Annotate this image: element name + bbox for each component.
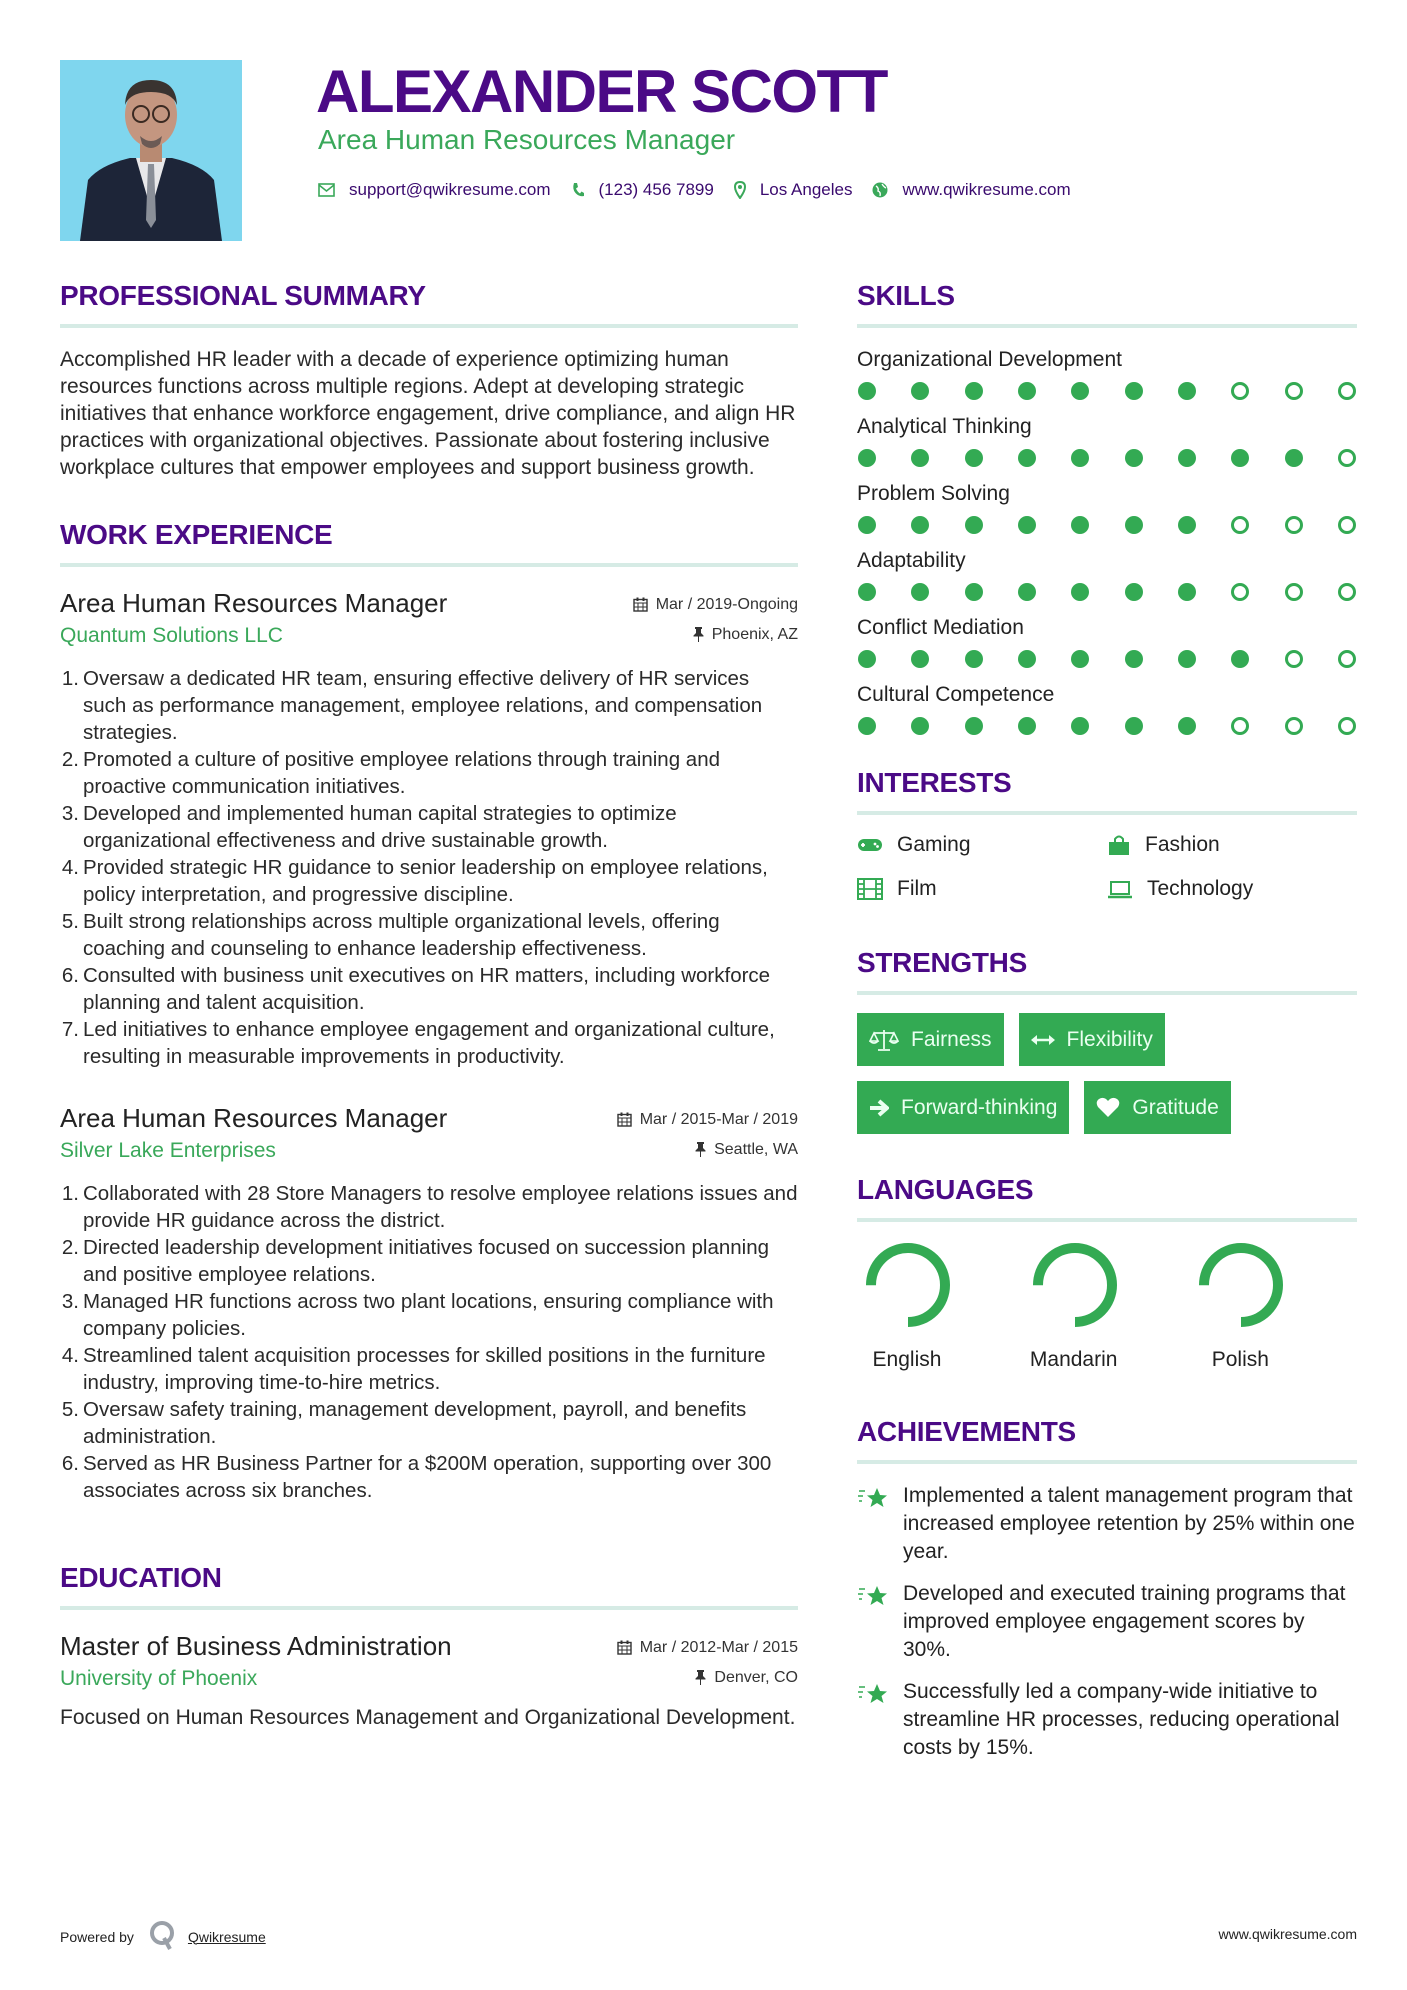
language-progress-ring [1196,1240,1286,1330]
pushpin-icon [695,1670,706,1685]
contact-location [734,180,853,200]
empty-dot-icon [1338,583,1356,601]
footer-powered-by: Powered by Qwikresume [60,1920,266,1953]
filled-dot-icon [858,516,876,534]
bullet-item: 2. Promoted a culture of positive employee relations through training and proactive communication initiatives. [61,748,721,798]
film-icon [857,878,883,900]
filled-dot-icon [1018,650,1036,668]
gamepad-icon [857,837,883,853]
job-location: Seattle, WA [695,1141,798,1159]
candidate-title: Area Human Resources Manager [318,124,736,155]
filled-dot-icon [1071,650,1089,668]
filled-dot-icon [1125,583,1143,601]
company-name: Quantum Solutions LLC [60,624,283,647]
job-bullets [60,1180,798,1504]
filled-dot-icon [1178,583,1196,601]
filled-dot-icon [1285,449,1303,467]
skill-name: Problem Solving [857,482,1010,505]
interest-item: Technology [1107,877,1357,901]
empty-dot-icon [1285,583,1303,601]
interests-section [857,763,1357,901]
section-divider [857,1460,1357,1464]
filled-dot-icon [1125,650,1143,668]
empty-dot-icon [1231,382,1249,400]
bullet-item: 1. Oversaw a dedicated HR team, ensuring effective delivery of HR services such as performance management, employee relations, and compensation strategies. [61,667,763,744]
empty-dot-icon [1338,382,1356,400]
bullet-item: 1. Collaborated with 28 Store Managers to resolve employee relations issues and provide HR guidance across the district. [61,1182,798,1232]
pushpin-icon [695,1142,706,1157]
candidate-name: ALEXANDER SCOTT [316,58,887,125]
phone-text: (123) 456 7899 [598,180,714,199]
empty-dot-icon [1338,650,1356,668]
bullet-item: 7. Led initiatives to enhance employee engagement and organizational culture, resulting in measurable improvements in productivity. [61,1018,775,1068]
envelope-icon [318,183,335,197]
strength-tags [857,1013,1317,1134]
filled-dot-icon [1125,516,1143,534]
section-divider [857,324,1357,328]
skill-name: Analytical Thinking [857,415,1032,438]
summary-text: Accomplished HR leader with a decade of experience optimizing human resources functions across multiple regions. Adept at developing strategic initiatives that enhance workforce engagement, drive compliance, and align HR practices with organizational objectives. Passionate about fostering inclusive workplace cultures that empower employees and support business growth. [60,348,796,479]
section-heading: EDUCATION [60,1562,222,1593]
job-dates: Mar / 2015-Mar / 2019 [617,1111,798,1129]
filled-dot-icon [1018,717,1036,735]
filled-dot-icon [965,717,983,735]
calendar-icon [617,1640,632,1655]
achievement-text: Developed and executed training programs that improved employee engagement scores by 30%. [903,1582,1346,1661]
interest-item: Film [857,877,1107,901]
skill-name: Adaptability [857,549,966,572]
section-heading: WORK EXPERIENCE [60,519,333,550]
qwikresume-link[interactable]: Qwikresume [187,1928,266,1945]
skill-rating [857,650,1357,668]
skill-rating [857,583,1357,601]
footer-website-link[interactable]: www.qwikresume.com [1218,1926,1357,1942]
summary-section [60,276,798,481]
filled-dot-icon [911,382,929,400]
filled-dot-icon [1178,449,1196,467]
achievement-item [857,1678,1357,1762]
shopping-bag-icon [1107,834,1131,856]
filled-dot-icon [1178,382,1196,400]
section-divider [857,1218,1357,1222]
achievement-item [857,1580,1357,1664]
interests-grid [857,833,1357,901]
section-divider [857,991,1357,995]
job-location: Phoenix, AZ [693,626,798,644]
star-award-icon [857,1682,889,1708]
filled-dot-icon [1178,650,1196,668]
filled-dot-icon [1018,449,1036,467]
filled-dot-icon [1018,382,1036,400]
strength-tag: Fairness [857,1013,1004,1066]
education-location: Denver, CO [695,1669,798,1687]
filled-dot-icon [1018,516,1036,534]
section-heading: STRENGTHS [857,947,1027,978]
filled-dot-icon [1125,449,1143,467]
arrow-right-icon [869,1099,889,1117]
job-title: Area Human Resources Manager [60,588,448,618]
job-dates: Mar / 2019-Ongoing [633,596,798,614]
filled-dot-icon [965,516,983,534]
section-heading: ACHIEVEMENTS [857,1416,1076,1447]
filled-dot-icon [1178,516,1196,534]
star-award-icon [857,1584,889,1610]
strengths-section [857,943,1357,1134]
achievement-text: Implemented a talent management program that increased employee retention by 25% within one year. [903,1484,1355,1563]
section-heading: INTERESTS [857,767,1012,798]
filled-dot-icon [911,449,929,467]
empty-dot-icon [1285,717,1303,735]
contact-bar [318,180,1091,200]
empty-dot-icon [1231,516,1249,534]
bullet-item: 2. Directed leadership development initiatives focused on succession planning and positive employee relations. [61,1236,770,1286]
right-column [857,276,1357,1776]
achievements-list [857,1482,1357,1762]
section-divider [60,324,798,328]
filled-dot-icon [965,382,983,400]
company-name: Silver Lake Enterprises [60,1139,276,1162]
laptop-icon [1107,879,1133,899]
job-title: Area Human Resources Manager [60,1103,448,1133]
filled-dot-icon [858,449,876,467]
bullet-item: 3. Managed HR functions across two plant locations, ensuring compliance with company policies. [61,1290,774,1340]
filled-dot-icon [911,516,929,534]
filled-dot-icon [911,717,929,735]
contact-email[interactable] [318,180,551,200]
education-section [60,1558,798,1731]
language-name: Mandarin [1029,1348,1118,1371]
filled-dot-icon [1178,717,1196,735]
skill-rating [857,516,1357,534]
filled-dot-icon [1071,382,1089,400]
filled-dot-icon [858,717,876,735]
website-text: www.qwikresume.com [902,180,1071,199]
strength-tag: Forward-thinking [857,1081,1069,1134]
section-heading: PROFESSIONAL SUMMARY [60,280,426,311]
skills-list [857,346,1357,735]
strength-tag: Gratitude [1084,1081,1230,1134]
language-name: Polish [1211,1348,1269,1371]
skill-name: Conflict Mediation [857,616,1024,639]
filled-dot-icon [1231,449,1249,467]
language-item [857,1240,1024,1372]
filled-dot-icon [965,449,983,467]
arrows-horizontal-icon [1031,1034,1055,1046]
filled-dot-icon [1125,382,1143,400]
section-divider [60,563,798,567]
experience-section [60,515,798,1504]
bullet-item: 3. Developed and implemented human capital strategies to optimize organizational effectiveness and drive sustainable growth. [61,802,677,852]
empty-dot-icon [1338,449,1356,467]
balance-scale-icon [869,1029,899,1051]
bullet-item: 5. Built strong relationships across multiple organizational levels, offering coaching and counseling to enhance leadership effectiveness. [61,910,720,960]
filled-dot-icon [911,650,929,668]
job-entry [60,585,798,1070]
empty-dot-icon [1338,516,1356,534]
skill-name: Organizational Development [857,348,1122,371]
degree-name: Master of Business Administration [60,1631,452,1661]
filled-dot-icon [858,382,876,400]
star-award-icon [857,1486,889,1512]
empty-dot-icon [1338,717,1356,735]
contact-website[interactable] [872,180,1070,200]
calendar-icon [633,597,648,612]
section-heading: SKILLS [857,280,955,311]
achievements-section [857,1412,1357,1762]
language-name: English [872,1348,942,1371]
job-bullets [60,665,798,1070]
bullet-item: 5. Oversaw safety training, management development, payroll, and benefits administration. [61,1398,747,1448]
filled-dot-icon [1018,583,1036,601]
languages-section [857,1170,1357,1372]
bullet-item: 4. Provided strategic HR guidance to senior leadership on employee relations, policy interpretation, and progressive discipline. [61,856,768,906]
map-pin-icon [734,181,746,199]
language-progress-ring [1030,1240,1120,1330]
bullet-item: 6. Consulted with business unit executives on HR matters, including workforce planning and talent acquisition. [61,964,771,1014]
filled-dot-icon [1071,449,1089,467]
filled-dot-icon [1231,650,1249,668]
section-divider [857,811,1357,815]
bullet-item: 4. Streamlined talent acquisition processes for skilled positions in the furniture industry, improving time-to-hire metrics. [61,1344,766,1394]
filled-dot-icon [965,650,983,668]
language-item [1190,1240,1357,1372]
filled-dot-icon [1071,583,1089,601]
phone-icon [571,182,585,198]
job-entry [60,1100,798,1504]
filled-dot-icon [911,583,929,601]
empty-dot-icon [1285,650,1303,668]
location-text: Los Angeles [759,180,853,199]
achievement-item [857,1482,1357,1566]
heart-icon [1096,1097,1120,1118]
empty-dot-icon [1285,382,1303,400]
qwikresume-logo-icon [148,1920,176,1953]
email-text: support@qwikresume.com [349,180,551,199]
section-heading: LANGUAGES [857,1174,1034,1205]
pushpin-icon [693,627,704,642]
empty-dot-icon [1231,717,1249,735]
contact-phone[interactable] [571,180,714,200]
filled-dot-icon [1071,717,1089,735]
school-name: University of Phoenix [60,1667,258,1690]
globe-icon [872,182,888,198]
calendar-icon [617,1112,632,1127]
skill-rating [857,449,1357,467]
filled-dot-icon [965,583,983,601]
strength-tag: Flexibility [1019,1013,1165,1066]
language-item [1024,1240,1191,1372]
filled-dot-icon [1125,717,1143,735]
empty-dot-icon [1231,583,1249,601]
interest-item: Fashion [1107,833,1357,857]
education-description: Focused on Human Resources Management and Organizational Development. [60,1706,796,1729]
section-divider [60,1606,798,1610]
filled-dot-icon [1071,516,1089,534]
filled-dot-icon [858,650,876,668]
language-progress-ring [863,1240,953,1330]
left-column [60,276,798,1731]
skills-section [857,276,1357,735]
empty-dot-icon [1285,516,1303,534]
skill-rating [857,382,1357,400]
interest-item: Gaming [857,833,1107,857]
languages-list [857,1240,1357,1372]
bullet-item: 6. Served as HR Business Partner for a $200M operation, supporting over 300 associates across six branches. [61,1452,772,1502]
profile-photo [60,60,242,241]
filled-dot-icon [858,583,876,601]
skill-name: Cultural Competence [857,683,1055,706]
education-dates: Mar / 2012-Mar / 2015 [617,1639,798,1657]
achievement-text: Successfully led a company-wide initiative to streamline HR processes, reducing operational costs by 15%. [903,1680,1340,1759]
skill-rating [857,717,1357,735]
